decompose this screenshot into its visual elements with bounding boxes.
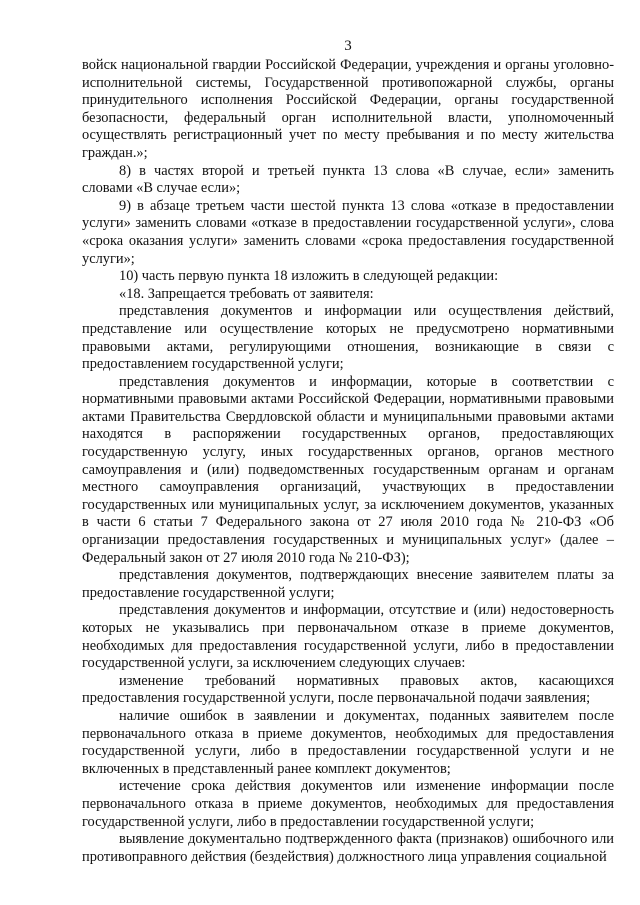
paragraph-requirement-2: представления документов и информации, которые в соответствии с нормативными правовыми актами Российской Федерации, нормативными правовыми актами Правительства Свердловской области и муниципальными правовыми актами находятся в распоряжении государственных органов, предоставляющих государственную услугу, иных государственных органов, органов местного самоуправления и (или) подведомственных государственным органам и органам местного самоуправления организаций, участвующих в предоставлении государственных или муниципальных услуг, за исключением документов, указанных в части 6 статьи 7 Федерального закона от 27 июля 2010 года № 210-ФЗ «Об организации предоставления государственных и муниципальных услуг» (далее – Федеральный закон от 27 июля 2010 года № 210-ФЗ);: [82, 373, 614, 566]
paragraph-exception-1: изменение требований нормативных правовых актов, касающихся предоставления государственной услуги, после первоначальной подачи заявления;: [82, 672, 614, 707]
paragraph-item-10: 10) часть первую пункта 18 изложить в следующей редакции:: [119, 268, 499, 285]
document-body: [82, 57, 614, 866]
paragraph-requirement-3: представления документов, подтверждающих внесение заявителем платы за предоставление государственной услуги;: [82, 567, 614, 601]
paragraph-continuation: войск национальной гвардии Российской Федерации, учреждения и органы уголовно-исполнительной системы, Государственной противопожарной службы, органы принудительного исполнения Российской Федерации, органы государственной безопасности, федеральный орган исполнительной власти, уполномоченный осуществлять регистрационный учет по месту пребывания и по месту жительства граждан.»;: [82, 57, 614, 161]
document-page: [82, 0, 614, 866]
paragraph-clause-18-heading: «18. Запрещается требовать от заявителя:: [119, 285, 374, 302]
paragraph-requirement-4: представления документов и информации, отсутствие и (или) недостоверность которых не указывались при первоначальном отказе в приеме документов, необходимых для предоставления государственной услуги, либо в предоставлении государственной услуги, за исключением следующих случаев:: [82, 602, 614, 672]
paragraph-requirement-1: представления документов и информации или осуществления действий, представление или осуществление которых не предусмотрено нормативными правовыми актами, регулирующими отношения, возникающие в связи с предоставлением государственной услуги;: [82, 303, 614, 373]
paragraph-exception-2: наличие ошибок в заявлении и документах, поданных заявителем после первоначального отказа в приеме документов, необходимых для предоставления государственной услуги, либо в предоставлении государственной услуги и не включенных в представленный ранее комплект документов;: [82, 707, 614, 777]
page-number: 3: [344, 38, 352, 54]
paragraph-exception-3: истечение срока действия документов или изменение информации после первоначального отказа в приеме документов, необходимых для предоставления государственной услуги, либо в предоставлении государственной услуги;: [82, 778, 614, 830]
paragraph-item-8: 8) в частях второй и третьей пункта 13 слова «В случае, если» заменить словами «В случае если»;: [82, 162, 614, 197]
paragraph-exception-4: выявление документально подтвержденного факта (признаков) ошибочного или противоправного действия (бездействия) должностного лица управления социальной: [82, 831, 614, 865]
paragraph-item-9: 9) в абзаце третьем части шестой пункта 13 слова «отказе в предоставлении услуги» заменить словами «отказе в предоставлении государственной услуги», слова «срока оказания услуги» заменить словами «срока предоставления государственной услуги»;: [82, 197, 614, 267]
